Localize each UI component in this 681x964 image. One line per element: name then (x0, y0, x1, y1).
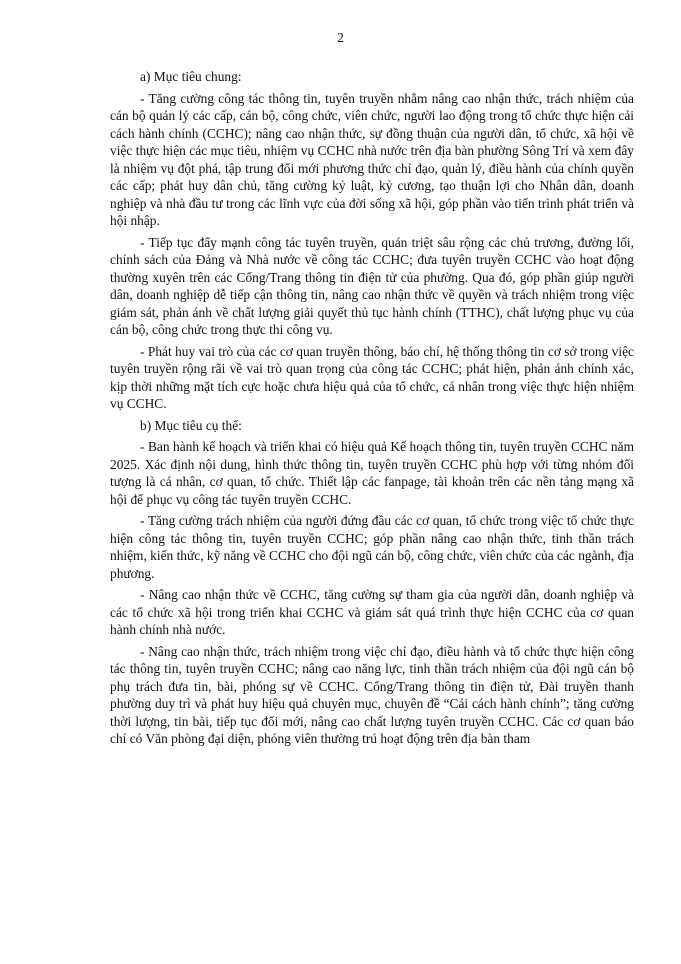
page-number: 2 (337, 30, 344, 45)
section-a-paragraph-2: - Tiếp tục đẩy mạnh công tác tuyên truyền, quán triệt sâu rộng các chủ trương, đường lối, chính sách của Đảng và Nhà nước về công tác CCHC; đưa tuyên truyền CCHC vào hoạt động thường xuyên trên các Cổng/Trang thông tin điện tử của phường. Qua đó, góp phần giúp người dân, doanh nghiệp dễ tiếp cận thông tin, nâng cao nhận thức về quyền và trách nhiệm trong việc giám sát, phản ánh về chất lượng giải quyết thủ tục hành chính (TTHC), chất lượng phục vụ của cán bộ, công chức trong thực thi công vụ. (110, 234, 634, 337)
section-b-paragraph-1: - Ban hành kế hoạch và triển khai có hiệu quả Kế hoạch thông tin, tuyên truyền CCHC năm 2025. Xác định nội dung, hình thức thông tin, tuyên truyền CCHC phù hợp với từng nhóm đối tượng là cá nhân, cơ quan, tổ chức. Thiết lập các fanpage, tài khoản trên các nền tảng mạng xã hội để phục vụ công tác tuyên truyền CCHC. (110, 439, 634, 507)
section-b-paragraph-3: - Nâng cao nhận thức về CCHC, tăng cường sự tham gia của người dân, doanh nghiệp và các tổ chức xã hội trong triển khai CCHC và giám sát quá trình thực hiện CCHC của cơ quan hành chính nhà nước. (110, 587, 634, 637)
section-b-heading: b) Mục tiêu cụ thể: (140, 417, 242, 433)
section-a-heading: a) Mục tiêu chung: (140, 69, 242, 84)
document-body (110, 68, 634, 752)
section-b-paragraph-4: - Nâng cao nhận thức, trách nhiệm trong việc chỉ đạo, điều hành và tổ chức thực hiện công tác thông tin, tuyên truyền CCHC; nâng cao năng lực, tinh thần trách nhiệm của đội ngũ cán bộ phụ trách đưa tin, bài, phóng sự về CCHC. Cổng/Trang thông tin điện tử, Đài truyền thanh phường duy trì và phát huy hiệu quả chuyên mục, chuyên đề “Cải cách hành chính”; tăng cường thời lượng, tin bài, tiếp tục đổi mới, nâng cao chất lượng tuyên truyền CCHC. Các cơ quan báo chí có Văn phòng đại diện, phóng viên thường trú hoạt động trên địa bàn tham (110, 643, 634, 746)
section-a-paragraph-3: - Phát huy vai trò của các cơ quan truyền thông, báo chí, hệ thống thông tin cơ sở trong việc tuyên truyền rộng rãi về vai trò quan trọng của công tác CCHC; phát hiện, phản ánh chính xác, kịp thời những mặt tích cực hoặc chưa hiệu quả của tổ chức, cá nhân trong việc thực hiện nhiệm vụ CCHC. (110, 343, 634, 411)
section-b-paragraph-2: - Tăng cường trách nhiệm của người đứng đầu các cơ quan, tổ chức trong việc tổ chức thực hiện công tác thông tin, tuyên truyền CCHC; góp phần nâng cao nhận thức, tinh thần trách nhiệm, kiến thức, kỹ năng về CCHC cho đội ngũ cán bộ, công chức, viên chức của các ngành, địa phương. (110, 513, 634, 581)
section-a-paragraph-1: - Tăng cường công tác thông tin, tuyên truyền nhằm nâng cao nhận thức, trách nhiệm của cán bộ quản lý các cấp, cán bộ, công chức, viên chức, người lao động trong tổ chức thực hiện cải cách hành chính (CCHC); nâng cao nhận thức, sự đồng thuận của người dân, tổ chức, xã hội về việc thực hiện các mục tiêu, nhiệm vụ CCHC nhà nước trên địa bàn phường Sông Trí và xem đây là nhiệm vụ đột phá, tập trung đổi mới phương thức chỉ đạo, quản lý, điều hành của chính quyền các cấp; phát huy dân chủ, tăng cường kỷ luật, kỷ cương, tạo thuận lợi cho Nhân dân, doanh nghiệp và nhà đầu tư trong các lĩnh vực của đời sống xã hội, góp phần vào tiến trình phát triển và hội nhập. (110, 90, 634, 228)
